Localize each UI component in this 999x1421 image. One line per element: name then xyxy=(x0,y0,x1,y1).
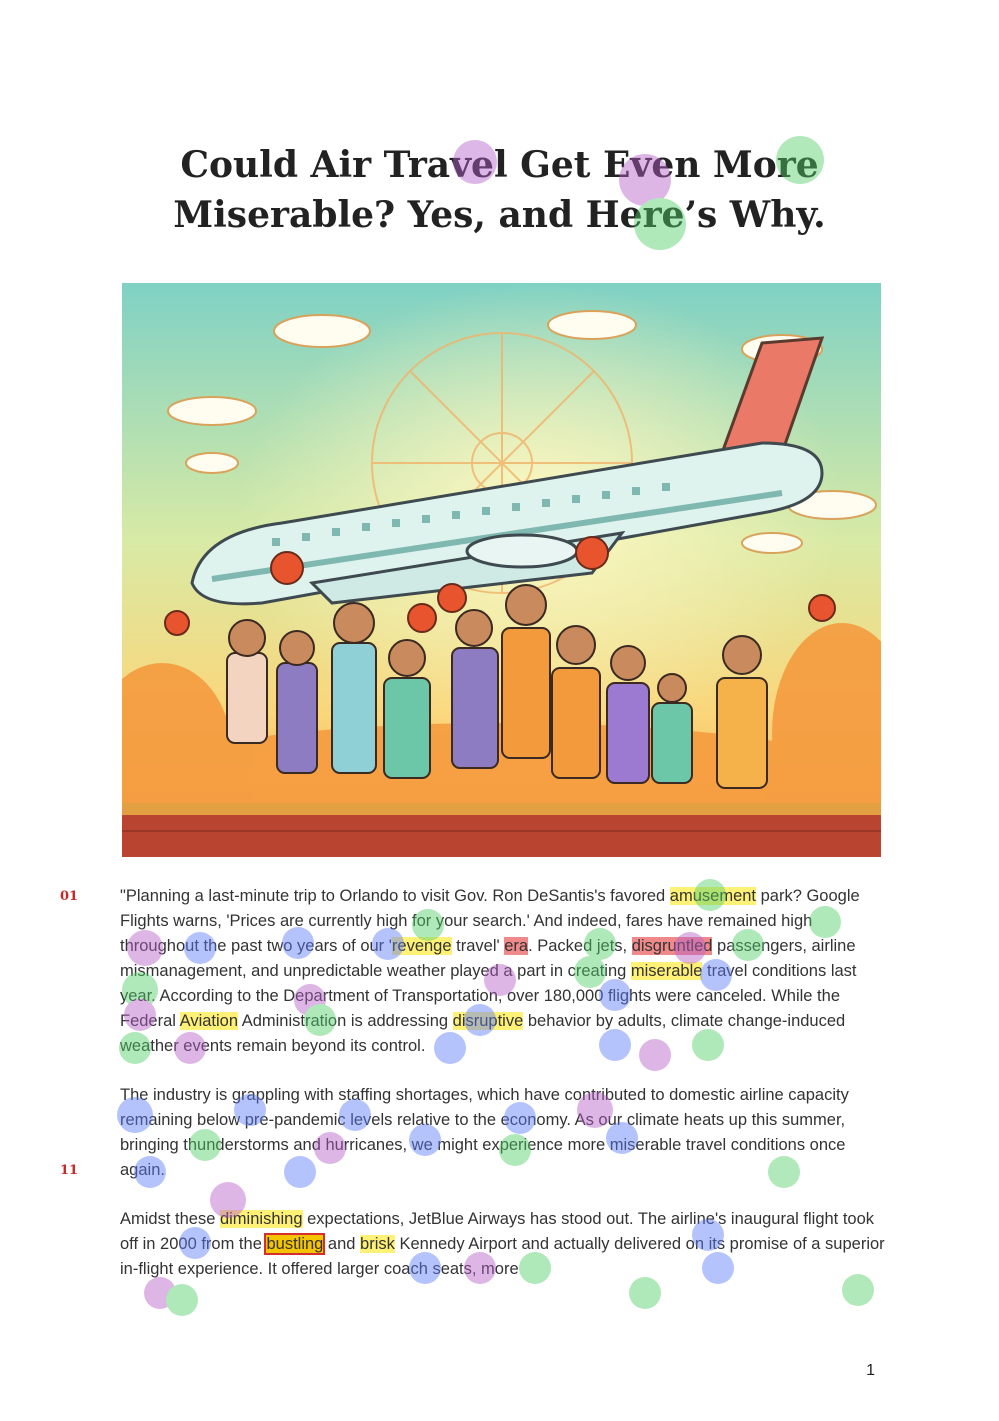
highlight-word-red: era xyxy=(504,937,529,955)
text-run: travel conditions last year. According to the Department of Transportation, over 180,000 flights were canceled. While the Federal xyxy=(120,962,857,1030)
title-line-2: Miserable? Yes, and Here’s Why. xyxy=(173,194,826,236)
paragraph-2: The industry is grappling with staffing shortages, which have contributed to domestic airline capacity remaining below pre-pandemic levels relative to the economy. As our climate heats up this summer, bringing thunderstorms and hurricanes, we might experience more miserable travel conditions once again. xyxy=(120,1086,849,1179)
page-number: 1 xyxy=(866,1362,875,1379)
text-run: . Packed jets, xyxy=(528,937,632,955)
title-line-1: Could Air Travel Get Even More xyxy=(180,144,819,186)
highlight-word: Aviation xyxy=(179,1012,239,1030)
text-run: "Planning a last-minute trip to Orlando to visit Gov. Ron DeSantis's favored xyxy=(120,887,670,905)
highlight-word: diminishing xyxy=(219,1210,303,1228)
highlight-word: amusement xyxy=(669,887,757,905)
hero-illustration xyxy=(122,283,881,857)
highlight-word: brisk xyxy=(360,1235,395,1253)
text-run: and xyxy=(323,1235,361,1253)
article-body xyxy=(120,884,890,1306)
text-run: passengers, airline mismanagement, and unpredictable weather played a part in creating xyxy=(120,937,856,980)
text-run: Amidst these xyxy=(120,1210,220,1228)
text-run: Administration is addressing xyxy=(238,1012,453,1030)
text-run: expectations, JetBlue Airways has stood out. The airline's inaugural flight took off in 2000 from the xyxy=(120,1210,875,1253)
line-number-11: 11 xyxy=(60,1163,79,1178)
line-number-01: 01 xyxy=(60,889,79,904)
highlight-word: revenge xyxy=(391,937,452,955)
text-run: behavior by adults, climate change-induced weather events remain beyond its control. xyxy=(120,1012,846,1055)
text-run: travel' xyxy=(451,937,505,955)
text-run: Kennedy Airport and actually delivered on its promise of a superior in-flight experience. It offered larger coach seats, more xyxy=(120,1235,885,1278)
highlight-word: miserable xyxy=(630,962,703,980)
text-run: park? Google Flights warns, 'Prices are currently high for your search.' And indeed, fares have remained high throughout the past two years of our ' xyxy=(120,887,860,955)
article-title xyxy=(100,140,899,240)
highlight-word: disruptive xyxy=(452,1012,524,1030)
paragraph-1 xyxy=(120,884,890,1059)
highlight-word-red: disgruntled xyxy=(631,937,713,955)
paragraph-3 xyxy=(120,1207,890,1282)
highlight-word-boxed: bustling xyxy=(266,1235,324,1253)
